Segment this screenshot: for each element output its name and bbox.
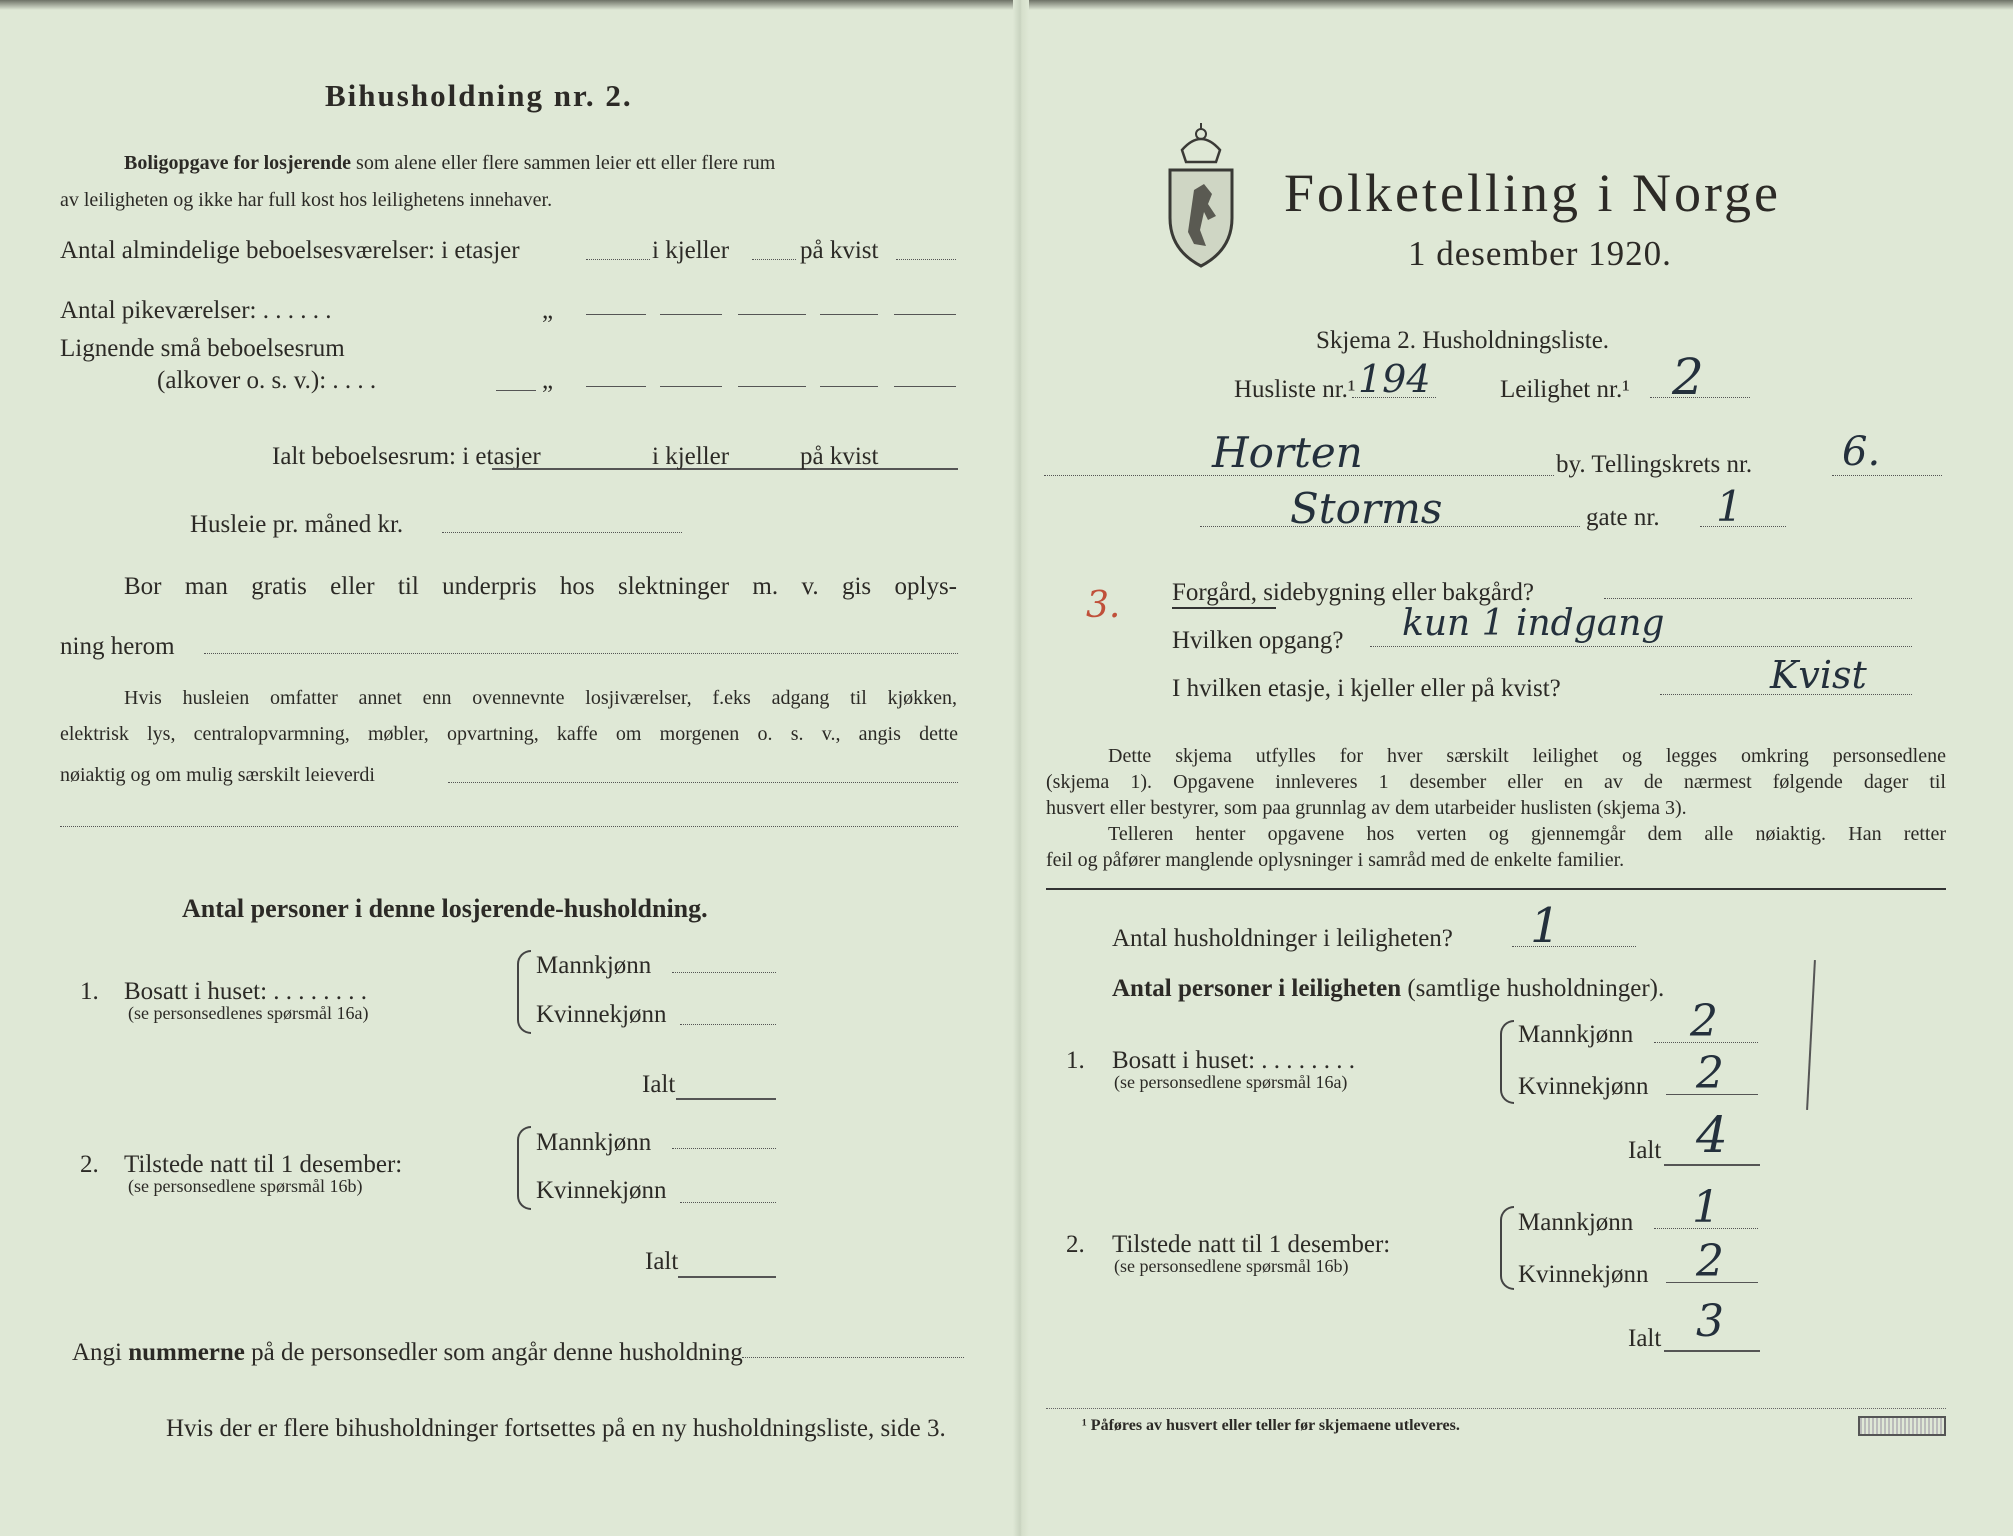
printer-stamp	[1858, 1416, 1946, 1436]
alkover-ditto: „	[542, 367, 554, 394]
hvis-line1: Hvis husleien omfatter annet enn ovennevnte losjiværelser, f.eks adgang til kjøkken,	[124, 687, 957, 709]
section-divider	[1046, 888, 1946, 890]
angi-pre: Angi	[72, 1339, 122, 1366]
right-title: Folketelling i Norge	[1284, 163, 1781, 223]
hvis-line2: elektrisk lys, centralopvarmning, møbler, opvartning, kaffe om morgenen o. s. v., angis dette	[60, 723, 958, 745]
right-q2-mann-field[interactable]	[1654, 1228, 1758, 1229]
rooms-kvist-field[interactable]	[896, 259, 956, 260]
alkover-extra-field[interactable]	[894, 386, 956, 387]
gratis-line2: ning herom	[60, 633, 175, 660]
angi-bold: nummerne	[128, 1339, 245, 1366]
intro-line2: av leiligheten og ikke har full kost hos leilighetens innehaver.	[60, 189, 553, 211]
right-q1-mann-field[interactable]	[1654, 1042, 1758, 1043]
right-q2-mann-label: Mannkjønn	[1518, 1209, 1634, 1236]
right-q2-brace	[1500, 1206, 1514, 1290]
pencil-stroke	[1806, 960, 1816, 1110]
husliste-label: Husliste nr.¹	[1234, 376, 1356, 403]
opgang-label: Hvilken opgang?	[1172, 627, 1344, 654]
instr-line1: Dette skjema utfylles for hver særskilt leilighet og legges omkring personsedlene	[1108, 745, 1946, 767]
personer-bold: Antal personer i leiligheten	[1112, 975, 1402, 1002]
right-q2-ialt-field[interactable]	[1664, 1350, 1760, 1352]
intro-line1	[124, 153, 775, 173]
city-field[interactable]	[1044, 475, 1554, 476]
forgard-underline	[1172, 607, 1276, 609]
right-q1-ialt-field[interactable]	[1664, 1164, 1760, 1166]
gate-label: gate nr.	[1586, 504, 1660, 531]
right-q1-label: Bosatt i huset: . . . . . . . .	[1112, 1047, 1356, 1074]
left-q2-mann-label: Mannkjønn	[536, 1129, 652, 1156]
alkover-kvist-field[interactable]	[738, 386, 806, 387]
rooms-kjeller-field[interactable]	[752, 259, 796, 260]
alkover-kjeller-field[interactable]	[660, 386, 722, 387]
right-q1-ialt-label: Ialt	[1628, 1137, 1662, 1164]
ialt-kjeller-label: i kjeller	[652, 443, 730, 470]
hush-label: Antal husholdninger i leiligheten?	[1112, 925, 1453, 952]
forgard-field[interactable]	[1604, 598, 1912, 599]
leilighet-value: 2	[1672, 348, 1704, 406]
page-fold	[1013, 0, 1029, 1536]
left-q2-ialt-label: Ialt	[645, 1248, 679, 1275]
right-q1-mann-value: 2	[1690, 996, 1718, 1047]
left-q2-kvinne-field[interactable]	[680, 1202, 776, 1203]
angi-field[interactable]	[742, 1357, 964, 1358]
left-q2-ialt-field[interactable]	[678, 1276, 776, 1278]
street-value: Storms	[1290, 484, 1443, 533]
pike-kjeller-field[interactable]	[660, 314, 722, 315]
pike-extra-field[interactable]	[894, 314, 956, 315]
left-q2-kvinne-label: Kvinnekjønn	[536, 1177, 667, 1204]
right-q1-mann-label: Mannkjønn	[1518, 1021, 1634, 1048]
etasje-value: Kvist	[1770, 653, 1867, 697]
street-field[interactable]	[1200, 526, 1580, 527]
intro-rest: som alene eller flere sammen leier ett eller flere rum	[356, 152, 776, 174]
krets-field[interactable]	[1832, 475, 1942, 476]
left-footer: Hvis der er flere bihusholdninger fortsettes på en ny husholdningsliste, side 3.	[166, 1415, 946, 1442]
right-q2-sub: (se personsedlene spørsmål 16b)	[1114, 1256, 1349, 1276]
right-q1-kvinne-label: Kvinnekjønn	[1518, 1073, 1649, 1100]
alkover-label: (alkover o. s. v.): . . . .	[157, 367, 377, 394]
leieverdi-field-2[interactable]	[60, 826, 958, 827]
city-value: Horten	[1212, 428, 1363, 477]
left-q1-kvinne-label: Kvinnekjønn	[536, 1001, 667, 1028]
etasje-label: I hvilken etasje, i kjeller eller på kvist?	[1172, 675, 1561, 702]
pike-kvist-sub-field[interactable]	[738, 314, 806, 315]
right-q1-kvinne-value: 2	[1696, 1048, 1724, 1099]
instr-line5: feil og påfører manglende oplysninger i samråd med de enkelte familier.	[1046, 849, 1625, 871]
right-q1-num: 1.	[1066, 1047, 1085, 1074]
left-q1-ialt-label: Ialt	[642, 1071, 676, 1098]
forgard-label: Forgård, sidebygning eller bakgård?	[1172, 579, 1534, 606]
personer-rest: (samtlige husholdninger).	[1407, 975, 1665, 1002]
left-title: Bihusholdning nr. 2.	[325, 78, 633, 113]
krets-value: 6.	[1842, 429, 1881, 475]
right-q1-kvinne-field[interactable]	[1666, 1094, 1758, 1095]
gate-field[interactable]	[1700, 526, 1786, 527]
left-personer-heading: Antal personer i denne losjerende-husholdning.	[182, 894, 708, 923]
alkover-etasjer-field[interactable]	[586, 386, 646, 387]
skjema-label: Skjema 2. Husholdningsliste.	[1316, 327, 1610, 354]
right-q1-brace	[1500, 1020, 1514, 1104]
footnote-divider	[1046, 1408, 1946, 1409]
husleie-field[interactable]	[442, 532, 682, 533]
pike-kvist2-field[interactable]	[820, 314, 878, 315]
hush-field[interactable]	[1512, 946, 1636, 947]
left-q1-sub: (se personsedlenes spørsmål 16a)	[128, 1003, 369, 1023]
right-q2-ialt-label: Ialt	[1628, 1325, 1662, 1352]
opgang-field[interactable]	[1370, 646, 1912, 647]
rooms-label: Antal almindelige beboelsesværelser: i etasjer	[60, 237, 520, 264]
right-q1-ialt-value: 4	[1696, 1106, 1728, 1164]
husleie-label: Husleie pr. måned kr.	[190, 511, 404, 538]
leilighet-label: Leilighet nr.¹	[1500, 376, 1630, 403]
right-q2-kvinne-field[interactable]	[1666, 1282, 1758, 1283]
left-q1-mann-field[interactable]	[672, 972, 776, 973]
right-q2-kvinne-label: Kvinnekjønn	[1518, 1261, 1649, 1288]
hvis-line3: nøiaktig og om mulig særskilt leieverdi	[60, 764, 375, 786]
lignende-label: Lignende små beboelsesrum	[60, 335, 345, 362]
left-q2-brace	[517, 1126, 531, 1210]
left-q1-num: 1.	[80, 978, 99, 1005]
gate-value: 1	[1716, 482, 1743, 531]
by-label: by. Tellingskrets nr.	[1556, 451, 1753, 478]
left-q1-kvinne-field[interactable]	[680, 1024, 776, 1025]
angi-line	[72, 1340, 743, 1365]
coat-of-arms-icon	[1160, 120, 1242, 270]
right-q2-mann-value: 1	[1692, 1182, 1720, 1233]
left-q2-num: 2.	[80, 1151, 99, 1178]
opgang-value: kun 1 indgang	[1402, 603, 1665, 644]
left-q1-ialt-field[interactable]	[676, 1098, 776, 1100]
margin-mark: 3.	[1086, 585, 1121, 626]
intro-bold: Boligopgave for losjerende	[124, 152, 352, 174]
instr-line3: husvert eller bestyrer, som paa grunnlag av dem utarbeider huslisten (skjema 3).	[1046, 797, 1687, 819]
left-q2-sub: (se personsedlene spørsmål 16b)	[128, 1176, 363, 1196]
etasje-field[interactable]	[1660, 694, 1912, 695]
angi-post: på de personsedler som angår denne husholdning	[251, 1339, 743, 1366]
alkover-kvist2-field[interactable]	[820, 386, 878, 387]
gratis-line1: Bor man gratis eller til underpris hos slektninger m. v. gis oplys-	[124, 573, 957, 600]
leilighet-field[interactable]	[1650, 397, 1750, 398]
instr-line4: Telleren henter opgavene hos verten og gjennemgår dem alle nøiaktig. Han retter	[1108, 823, 1946, 845]
left-q2-label: Tilstede natt til 1 desember:	[124, 1151, 403, 1178]
left-q1-mann-label: Mannkjønn	[536, 952, 652, 979]
rooms-kvist-label: på kvist	[800, 237, 879, 264]
left-q1-label: Bosatt i huset: . . . . . . . .	[124, 978, 368, 1005]
alkover-field-a[interactable]	[496, 390, 536, 391]
ialt-kvist-label: på kvist	[800, 443, 879, 470]
right-date: 1 desember 1920.	[1408, 234, 1672, 273]
left-q1-brace	[517, 950, 531, 1034]
husliste-field[interactable]	[1352, 397, 1436, 398]
personer-line	[1112, 976, 1664, 1001]
pike-label: Antal pikeværelser: . . . . . .	[60, 297, 332, 324]
leieverdi-field[interactable]	[448, 782, 958, 783]
right-q2-ialt-value: 3	[1696, 1296, 1724, 1347]
right-q2-num: 2.	[1066, 1231, 1085, 1258]
right-q2-kvinne-value: 2	[1696, 1236, 1724, 1287]
ialt-rooms-label: Ialt beboelsesrum: i etasjer	[272, 443, 541, 470]
hush-value: 1	[1530, 898, 1561, 954]
right-q1-sub: (se personsedlene spørsmål 16a)	[1114, 1072, 1348, 1092]
instr-line2: (skjema 1). Opgavene innleveres 1 desember eller en av de nærmest følgende dager til	[1046, 771, 1946, 793]
right-q2-label: Tilstede natt til 1 desember:	[1112, 1231, 1391, 1258]
footnote: ¹ Påføres av husvert eller teller før skjemaene utleveres.	[1082, 1417, 1460, 1434]
husliste-value: 194	[1358, 357, 1431, 401]
gratis-field[interactable]	[204, 653, 958, 654]
rooms-kjeller-label: i kjeller	[652, 237, 730, 264]
rooms-etasjer-field[interactable]	[586, 259, 650, 260]
pike-etasjer-field[interactable]	[586, 314, 646, 315]
pike-ditto: „	[542, 297, 554, 324]
left-q2-mann-field[interactable]	[672, 1148, 776, 1149]
